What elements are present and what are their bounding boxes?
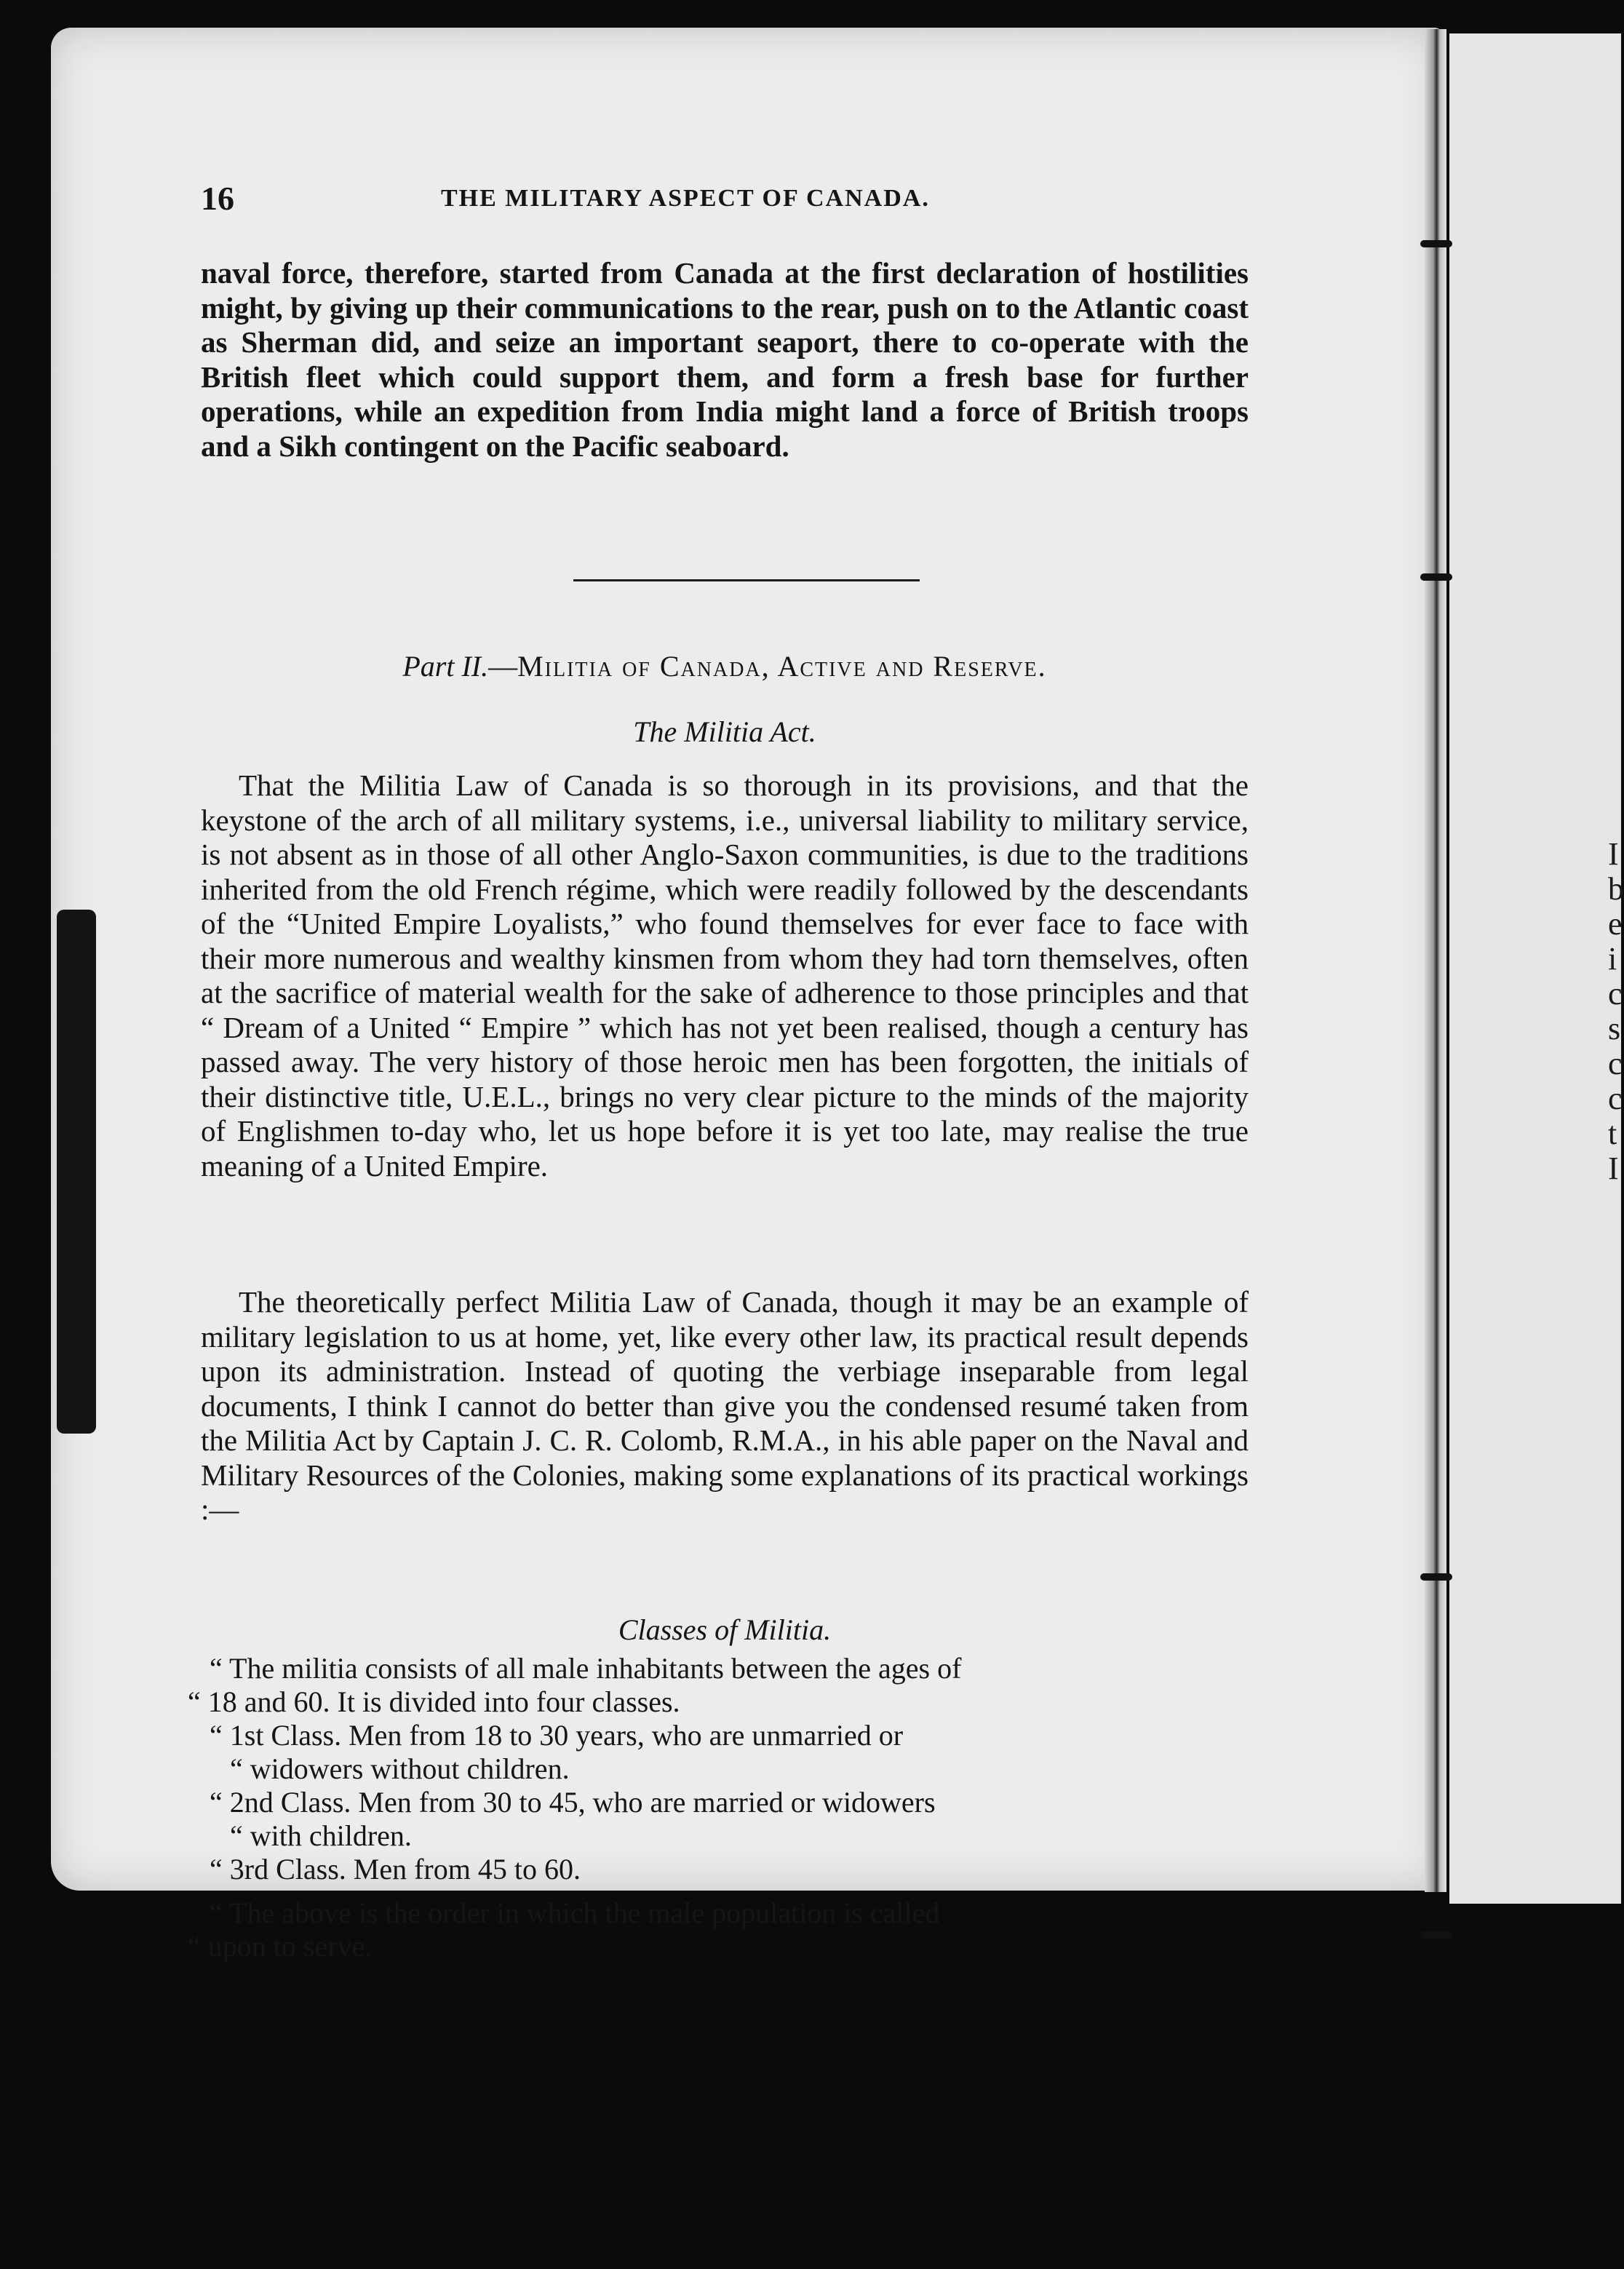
militia-act-heading: The Militia Act. — [633, 715, 816, 748]
quote-line: “ The militia consists of all male inhabitants between the ages of — [210, 1652, 962, 1685]
page-number: 16 — [201, 180, 234, 217]
binding-stitch — [1420, 1931, 1452, 1939]
quote-line: “ upon to serve. — [188, 1930, 373, 1963]
classes-quotation — [188, 1652, 1249, 1963]
part-dash: — — [488, 650, 518, 683]
paragraph-continued: naval force, therefore, started from Canada at the first declaration of hostilities might, by giving up their communications to the rear, push on to the Atlantic coast as Sherman did, and seize an important seaport, there to co-operate with the British fleet which could support them, and form a fresh base for further operations, while an expedition from India might land a force of British troops and a Sikh contingent on the Pacific seaboard. — [201, 256, 1249, 463]
running-head: THE MILITARY ASPECT OF CANADA. — [441, 185, 930, 212]
quote-line: “ 3rd Class. Men from 45 to 60. — [210, 1853, 581, 1885]
binding-stitch — [1420, 240, 1452, 247]
binding-stitch — [1420, 573, 1452, 581]
part-title: Militia of Canada, Active and Reserve. — [517, 650, 1047, 683]
classes-heading: Classes of Militia. — [618, 1613, 832, 1646]
paragraph-militia-law: That the Militia Law of Canada is so thorough in its provisions, and that the keystone of the arch of all military systems, i.e., universal liability to military service, is not absent as in those of all other Anglo-Saxon communities, is due to the traditions inherited from the old French régime, which were readily followed by the descendants of the “United Empire Loyalists,” who found themselves for ever face to face with their more numerous and wealthy kinsmen from whom they had torn themselves, often at the sacrifice of material wealth for the sake of adherence to those principles and that “ Dream of a United “ Empire ” which has not yet been realised, though a century has passed away. The very history of those heroic men has been forgotten, the initials of their distinctive title, U.E.L., brings no very clear picture to the minds of the majority of Englishmen to-day who, let us hope before it is yet too late, may realise the true meaning of a United Empire. — [201, 768, 1249, 1183]
paragraph-militia-administration: The theoretically perfect Militia Law of Canada, though it may be an example of military legislation to us at home, yet, like every other law, its practical result depends upon its administration. Instead of quoting the verbiage inseparable from legal documents, I think I cannot do better than give you the condensed resumé taken from the Militia Act by Captain J. C. R. Colomb, R.M.A., in his able paper on the Naval and Military Resources of the Colonies, making some explanations of its practical workings :— — [201, 1285, 1249, 1526]
part-number: Part II. — [402, 650, 489, 683]
quote-line: “ 1st Class. Men from 18 to 30 years, who are unmarried or — [210, 1719, 904, 1752]
part-heading — [201, 649, 1249, 683]
quote-line: “ with children. — [230, 1819, 412, 1852]
quote-line: “ widowers without children. — [230, 1752, 570, 1785]
facing-page-letters: I b e i c s c c t I — [1608, 836, 1624, 1186]
facing-page-edge — [1449, 33, 1624, 1904]
page-header — [201, 179, 1249, 223]
section-divider — [573, 579, 920, 581]
binding-stitch — [1420, 1573, 1452, 1581]
page-clip-shadow — [57, 910, 96, 1434]
quote-line: “ 18 and 60. It is divided into four classes. — [188, 1685, 680, 1718]
book-binding — [1425, 29, 1446, 1892]
quote-line: “ The above is the order in which the male population is called — [210, 1896, 940, 1929]
quote-line: “ 2nd Class. Men from 30 to 45, who are married or widowers — [210, 1786, 936, 1819]
